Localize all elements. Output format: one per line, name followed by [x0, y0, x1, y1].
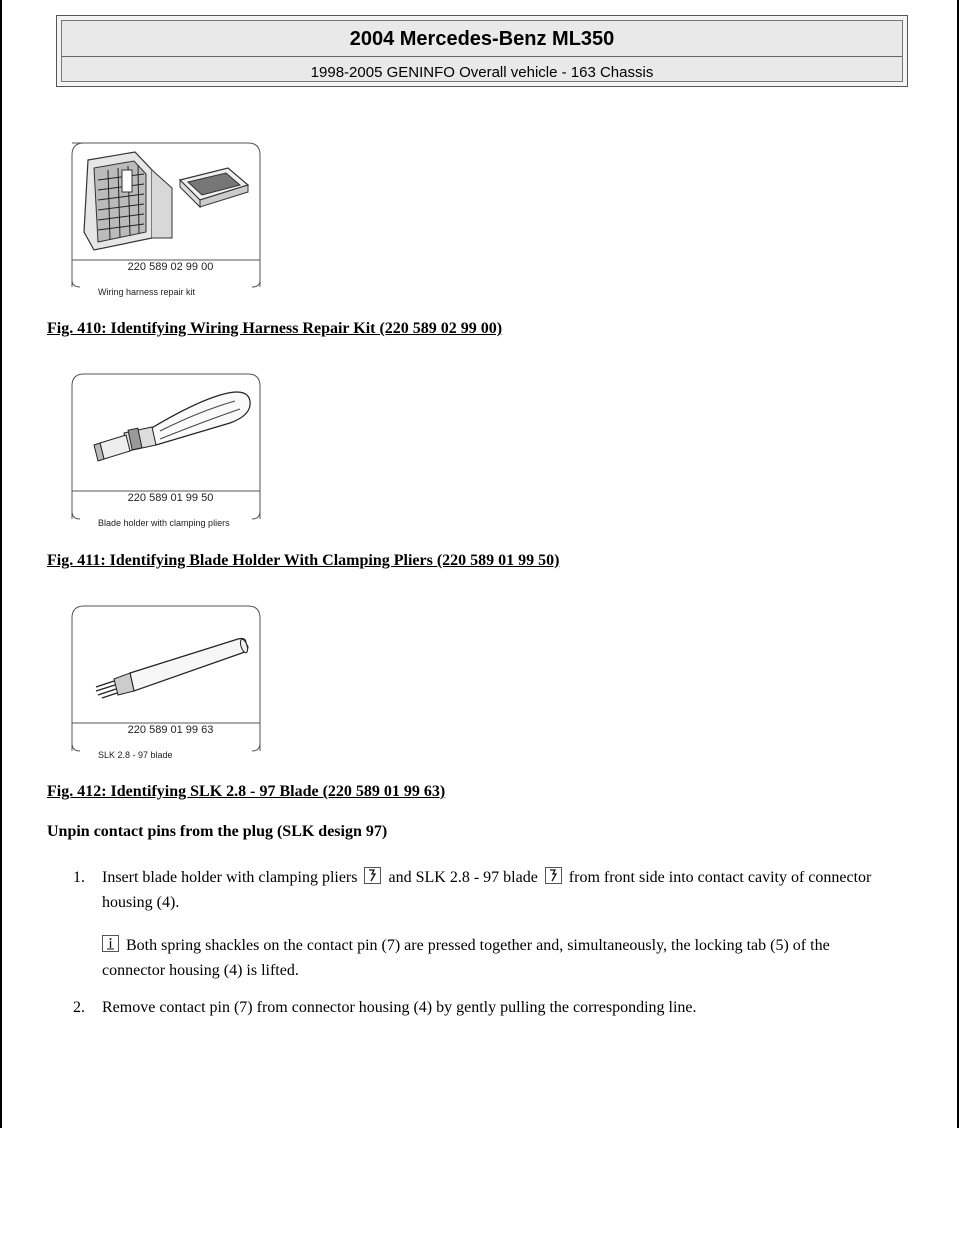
slk-blade-illustration — [60, 603, 270, 768]
figure-part-number: 220 589 01 99 63 — [127, 724, 214, 736]
info-icon — [102, 935, 119, 952]
tool-icon[interactable] — [364, 867, 381, 884]
header-title: 2004 Mercedes-Benz ML350 — [349, 28, 615, 50]
figure-411 — [60, 371, 270, 531]
page-border-left — [0, 0, 2, 1128]
figure-label: Blade holder with clamping pliers — [98, 518, 230, 528]
blade-holder-illustration — [60, 371, 270, 536]
step-text: Remove contact pin (7) from connector housing (4) by gently pulling the corresponding line. — [102, 999, 697, 1016]
note-text: Both spring shackles on the contact pin (7) are pressed together and, simultaneously, the locking tab (5) of the connector housing (4) is lifted. — [102, 937, 830, 979]
section-heading: Unpin contact pins from the plug (SLK design 97) — [47, 823, 388, 840]
note — [102, 933, 892, 983]
header-divider — [62, 56, 902, 57]
step-text-part: Insert blade holder with clamping pliers — [102, 869, 358, 886]
figure-412 — [60, 603, 270, 763]
figure-part-number: 220 589 01 99 50 — [127, 492, 214, 504]
document-header — [56, 15, 908, 87]
figure-label: SLK 2.8 - 97 blade — [98, 750, 173, 760]
figure-412-caption[interactable]: Fig. 412: Identifying SLK 2.8 - 97 Blade (220 589 01 99 63) — [47, 783, 446, 800]
step-text-part: from front side into contact cavity of connector housing (4). — [102, 869, 872, 911]
figure-label: Wiring harness repair kit — [98, 287, 196, 297]
header-subtitle: 1998-2005 GENINFO Overall vehicle - 163 Chassis — [310, 64, 654, 81]
figure-411-caption[interactable]: Fig. 411: Identifying Blade Holder With Clamping Pliers (220 589 01 99 50) — [47, 552, 560, 569]
figure-410 — [60, 140, 270, 305]
figure-part-number: 220 589 02 99 00 — [127, 261, 214, 273]
figure-410-caption[interactable]: Fig. 410: Identifying Wiring Harness Repair Kit (220 589 02 99 00) — [47, 320, 503, 337]
step-number: 2. — [73, 999, 85, 1016]
wiring-harness-repair-kit-illustration — [60, 140, 270, 305]
step-number: 1. — [73, 869, 85, 886]
tool-icon[interactable] — [545, 867, 562, 884]
step-text — [102, 865, 902, 915]
header-panel — [61, 20, 903, 82]
step-text-part: and SLK 2.8 - 97 blade — [388, 869, 538, 886]
page-border-right — [957, 0, 959, 1128]
